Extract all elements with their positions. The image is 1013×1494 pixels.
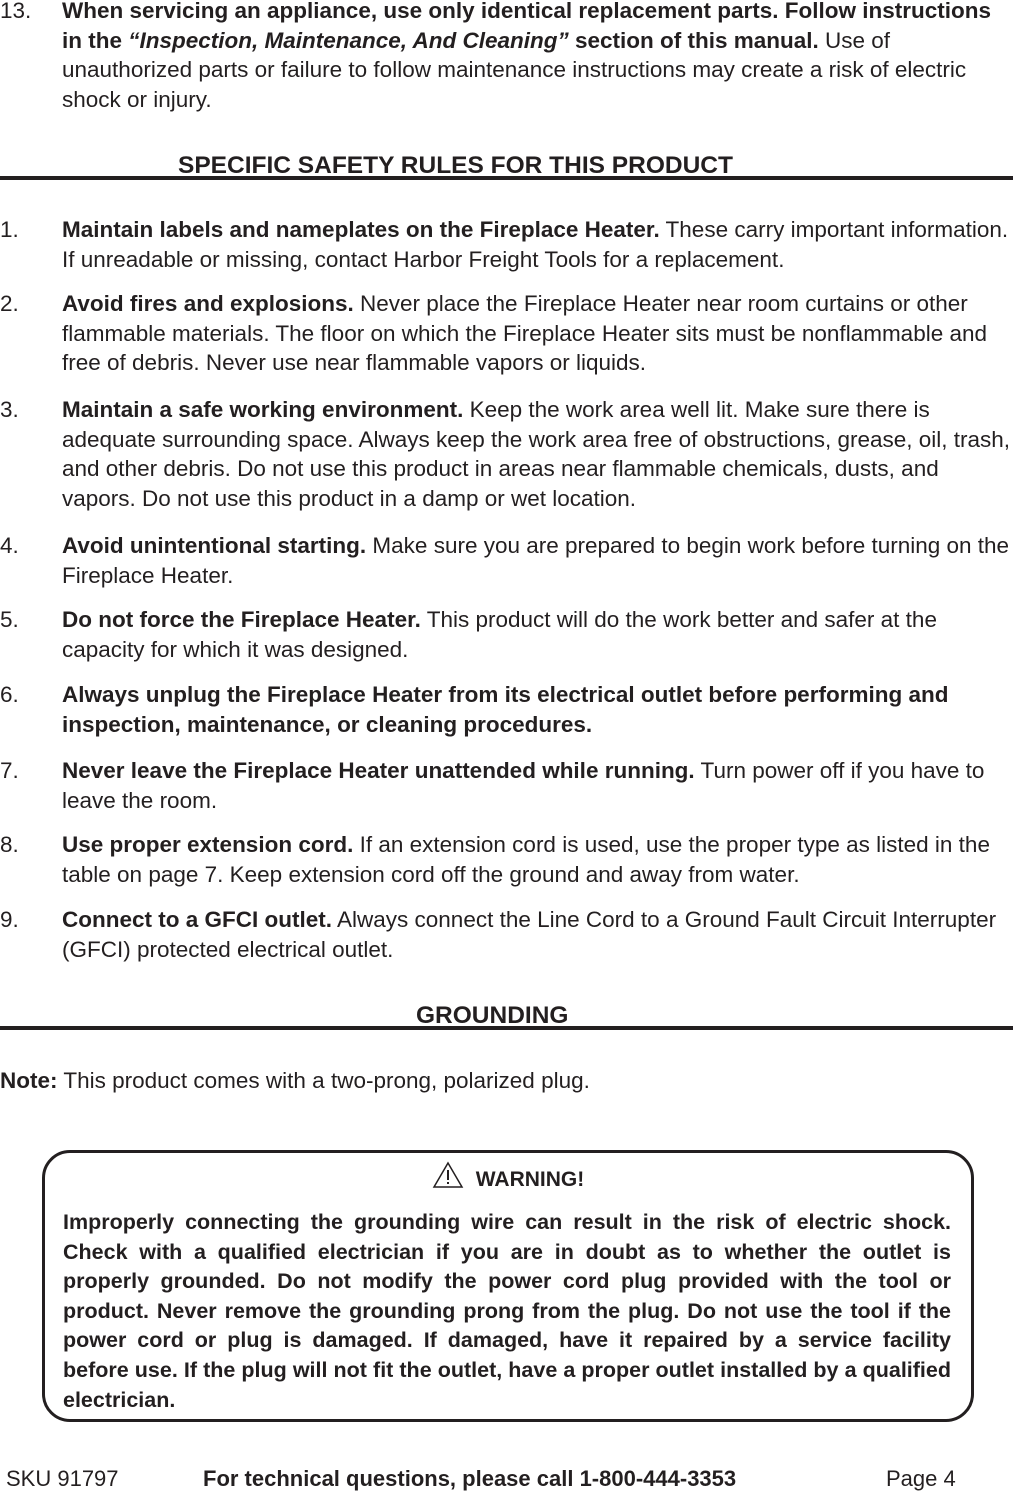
item-body [62, 830, 1013, 889]
item-number: 13. [0, 0, 32, 23]
item-number: 4. [0, 533, 19, 558]
item-body [62, 289, 1013, 378]
item-number: 6. [0, 682, 19, 707]
item-number: 2. [0, 291, 19, 316]
item-body [62, 215, 1013, 274]
item-text: Never place the Fireplace Heater near room curtains or other flammable materials. The floor on which the Fireplace Heater sits must be nonflammable and free of debris. Never use near flammable vapors or liquids. [62, 291, 988, 375]
item-lead: Always unplug the Fireplace Heater from its electrical outlet before performing and inspection, maintenance, or cleaning procedures. [62, 682, 949, 737]
item-text: Always connect the Line Cord to a Ground Fault Circuit Interrupter (GFCI) protected electrical outlet. [62, 907, 997, 962]
item-lead-end: section of this manual. [568, 27, 819, 53]
item-body [62, 531, 1013, 590]
item-body [62, 0, 1013, 114]
footer-tech-support: For technical questions, please call 1-800-444-3353 [203, 1466, 737, 1491]
warning-title: WARNING! [475, 1168, 585, 1191]
item-number: 8. [0, 832, 19, 857]
item-lead-italic: “Inspection, Maintenance, And Cleaning” [128, 27, 569, 53]
item-text: These carry important information. If unreadable or missing, contact Harbor Freight Tools for a replacement. [62, 217, 1009, 272]
note-text: This product comes with a two-prong, polarized plug. [57, 1068, 590, 1093]
item-number: 7. [0, 758, 19, 783]
item-number: 5. [0, 607, 19, 632]
item-lead: Do not force the Fireplace Heater. [62, 607, 421, 632]
warning-header [45, 1161, 971, 1193]
item-body [62, 756, 1013, 815]
item-body [62, 605, 1013, 664]
item-lead: Use proper extension cord. [62, 832, 354, 857]
section-heading: GROUNDING [416, 1002, 569, 1029]
item-body [62, 905, 1013, 964]
section-specific-safety-rules [0, 140, 1013, 180]
item-number: 9. [0, 907, 19, 932]
item-number: 3. [0, 397, 19, 422]
item-lead: Connect to a GFCI outlet. [62, 907, 332, 932]
item-lead: Avoid fires and explosions. [62, 291, 354, 316]
grounding-note [0, 1066, 590, 1095]
item-text: This product will do the work better and safer at the capacity for which it was designed. [62, 607, 937, 662]
item-lead: Avoid unintentional starting. [62, 533, 367, 558]
warning-text: Improperly connecting the grounding wire can result in the risk of electric shock. Check with a qualified electrician if you are in doubt as to whether the outlet is properly grounded. Do not modify the power cord plug provided with the tool or product. Never remove the grounding prong from the plug. Do not use the tool if the power cord or plug is damaged. If damaged, have it repaired by a service facility before use. If the plug will not fit the outlet, have a proper outlet installed by a qualified electrician. [63, 1210, 951, 1412]
item-text: Use of unauthorized parts or failure to follow maintenance instructions may create a risk of electric shock or injury. [62, 27, 967, 112]
item-body [62, 395, 1013, 513]
warning-box [42, 1150, 974, 1422]
item-text: Make sure you are prepared to begin work before turning on the Fireplace Heater. [62, 533, 1010, 588]
note-label: Note: [0, 1068, 58, 1093]
section-grounding [0, 990, 1013, 1030]
item-lead: Maintain a safe working environment. [62, 397, 464, 422]
item-lead: Maintain labels and nameplates on the Fireplace Heater. [62, 217, 660, 242]
item-number: 1. [0, 217, 19, 242]
item-body [62, 680, 1013, 739]
item-text: Keep the work area well lit. Make sure there is adequate surrounding space. Always keep the work area free of obstructions, grease, oil, trash, and other debris. Do not use this product in areas near flammable chemicals, dusts, and vapors. Do not use this product in a damp or wet location. [62, 397, 1011, 511]
footer-sku: SKU 91797 [6, 1466, 119, 1491]
item-lead: When servicing an appliance, use only identical replacement parts. Follow instructions in the [62, 0, 991, 53]
item-text: If an extension cord is used, use the proper type as listed in the table on page 7. Keep extension cord off the ground and away from water. [62, 832, 990, 887]
item-text: Turn power off if you have to leave the room. [62, 758, 985, 813]
warning-triangle-icon [432, 1161, 464, 1189]
item-lead: Never leave the Fireplace Heater unattended while running. [62, 758, 695, 783]
section-heading: SPECIFIC SAFETY RULES FOR THIS PRODUCT [178, 152, 733, 179]
footer-page-number: Page 4 [886, 1466, 956, 1491]
